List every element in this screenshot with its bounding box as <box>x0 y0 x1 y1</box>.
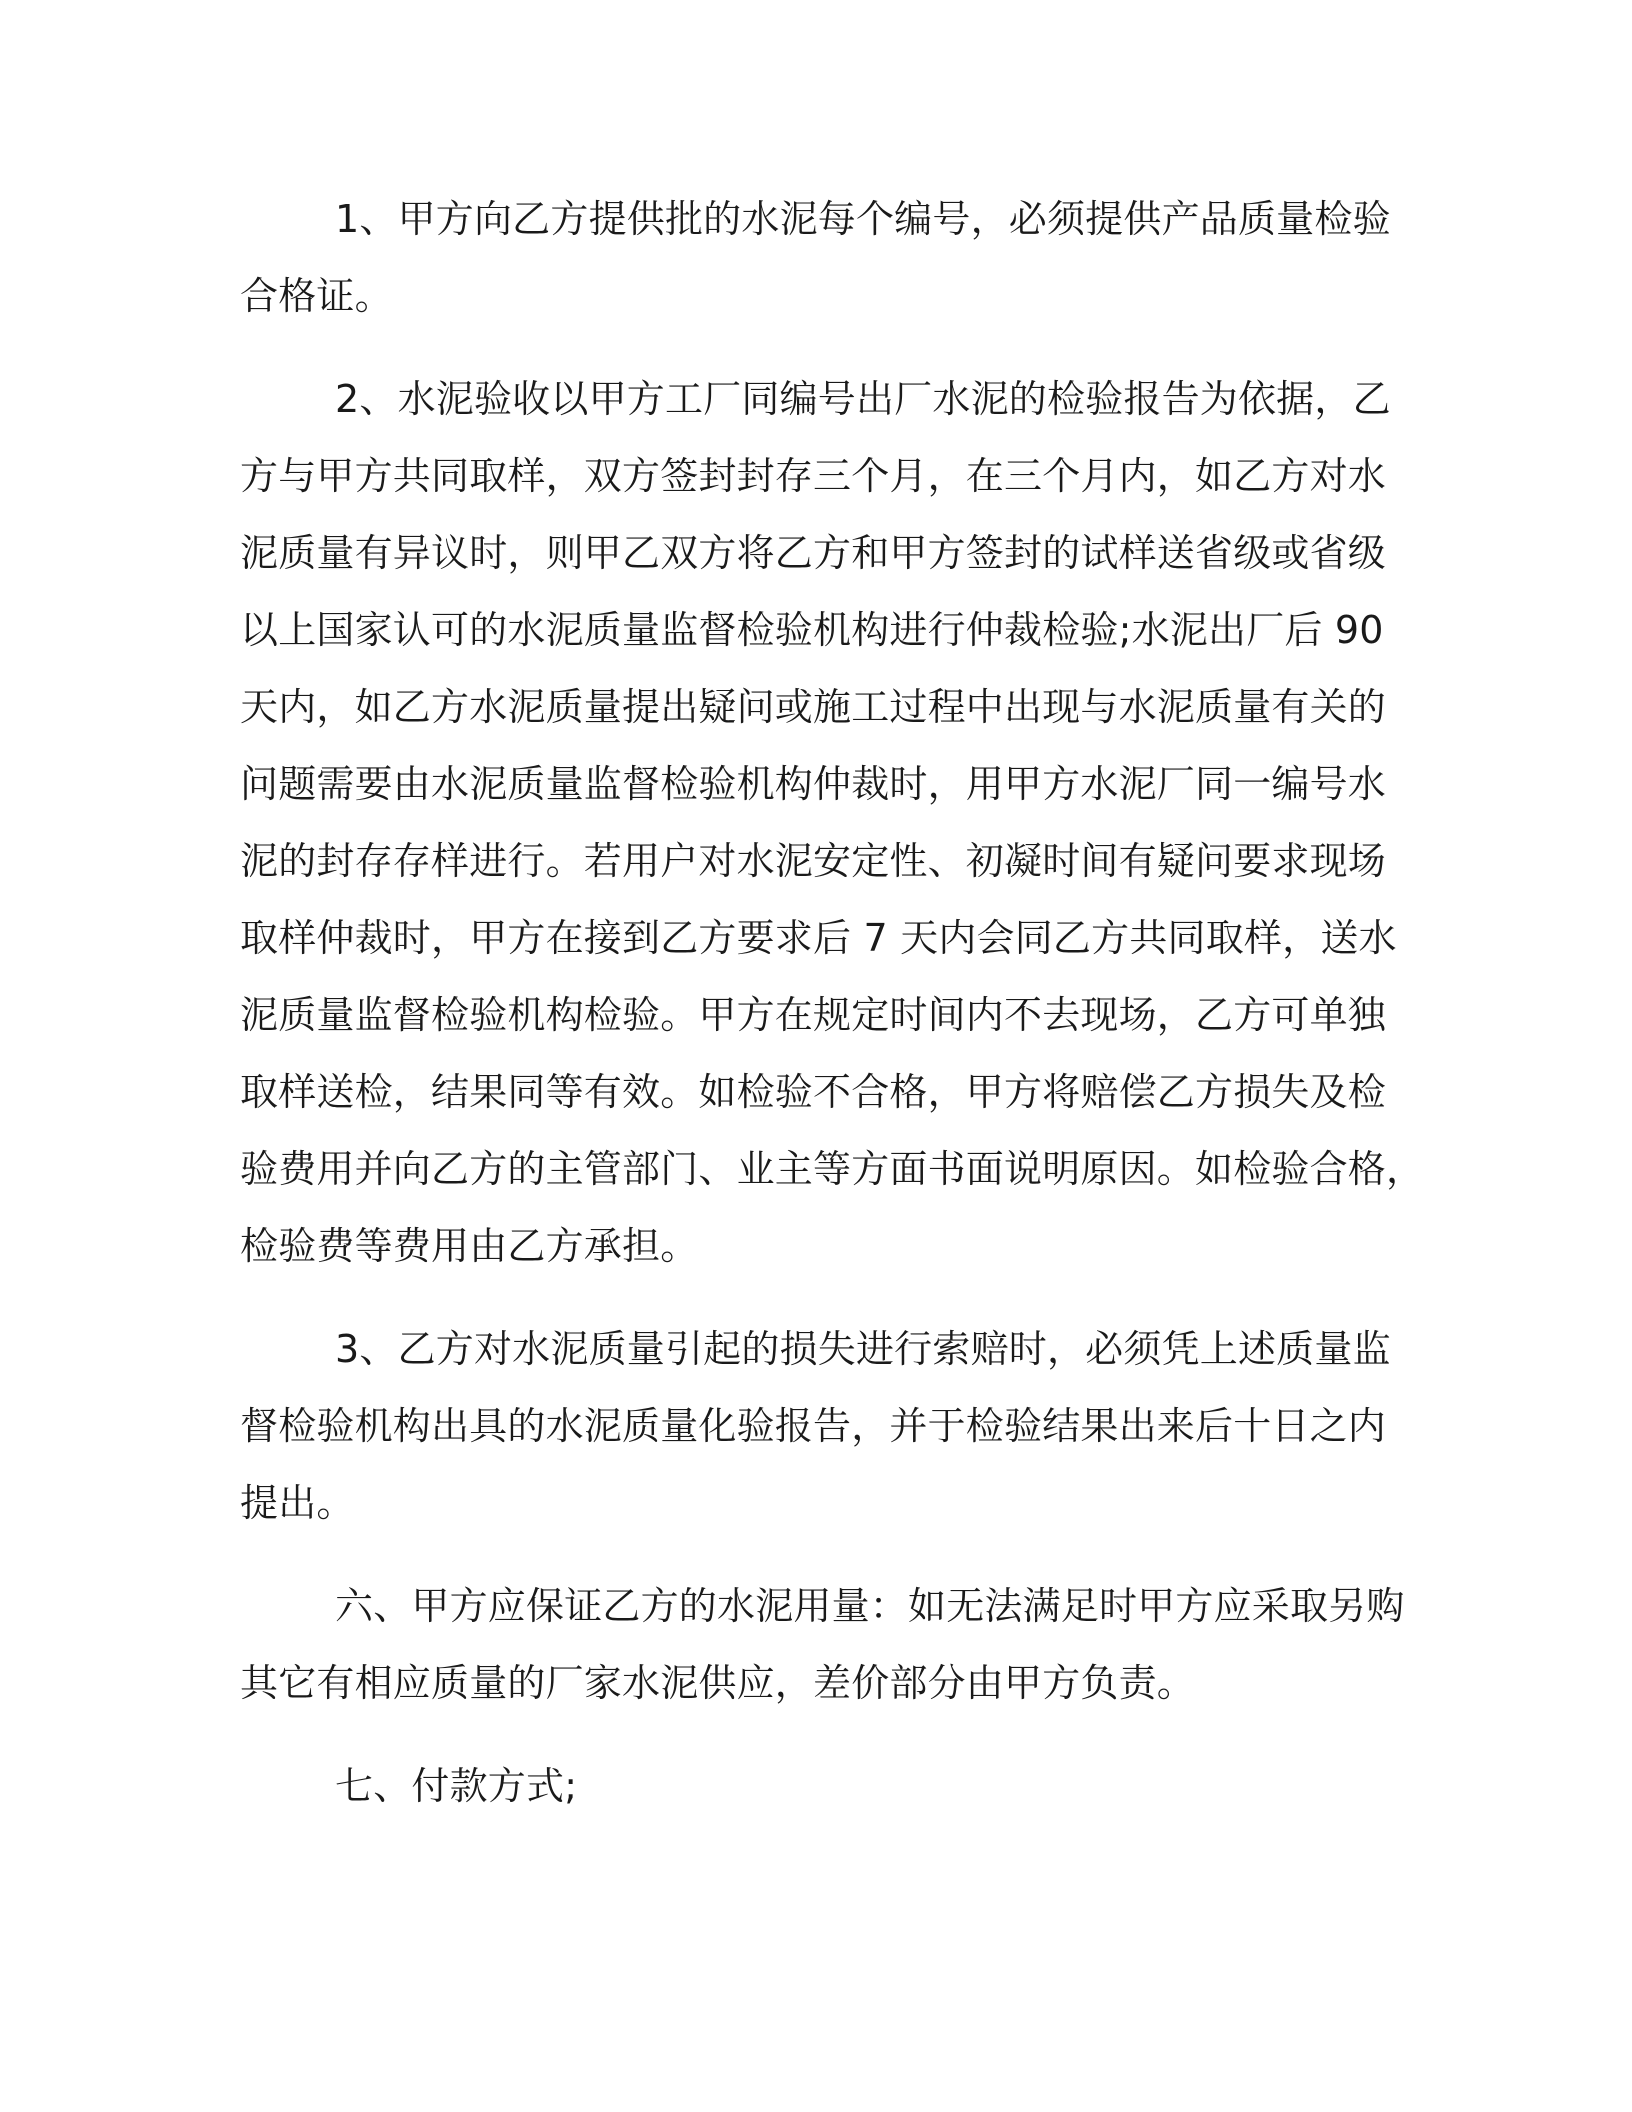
paragraph-line: 问题需要由水泥质量监督检验机构仲裁时，用甲方水泥厂同一编号水 <box>240 762 1387 806</box>
paragraph-line: 提出。 <box>240 1481 355 1525</box>
paragraph-line: 泥质量有异议时，则甲乙双方将乙方和甲方签封的试样送省级或省级 <box>240 531 1387 575</box>
paragraph-line: 1、甲方向乙方提供批的水泥每个编号，必须提供产品质量检验 <box>335 197 1391 241</box>
paragraph-line: 方与甲方共同取样，双方签封封存三个月，在三个月内，如乙方对水 <box>240 454 1387 498</box>
paragraph-heading: 七、付款方式; <box>335 1764 578 1808</box>
paragraph-line: 泥质量监督检验机构检验。甲方在规定时间内不去现场，乙方可单独 <box>240 993 1387 1037</box>
paragraph-line: 2、水泥验收以甲方工厂同编号出厂水泥的检验报告为依据，乙 <box>335 377 1391 421</box>
document-page <box>240 0 1425 2112</box>
paragraph-line: 其它有相应质量的厂家水泥供应，差价部分由甲方负责。 <box>240 1661 1196 1705</box>
paragraph-line: 合格证。 <box>240 274 393 318</box>
paragraph-line: 以上国家认可的水泥质量监督检验机构进行仲裁检验;水泥出厂后 90 <box>240 608 1384 652</box>
paragraph-line: 3、乙方对水泥质量引起的损失进行索赔时，必须凭上述质量监 <box>335 1327 1391 1371</box>
paragraph-line: 督检验机构出具的水泥质量化验报告，并于检验结果出来后十日之内 <box>240 1404 1387 1448</box>
paragraph-line: 验费用并向乙方的主管部门、业主等方面书面说明原因。如检验合格， <box>240 1147 1425 1191</box>
paragraph-line: 天内，如乙方水泥质量提出疑问或施工过程中出现与水泥质量有关的 <box>240 685 1387 729</box>
paragraph-line: 取样送检，结果同等有效。如检验不合格，甲方将赔偿乙方损失及检 <box>240 1070 1387 1114</box>
paragraph-line: 六、甲方应保证乙方的水泥用量：如无法满足时甲方应采取另购 <box>335 1584 1405 1628</box>
paragraph-line: 泥的封存存样进行。若用户对水泥安定性、初凝时间有疑问要求现场 <box>240 839 1387 883</box>
paragraph-line: 取样仲裁时，甲方在接到乙方要求后 7 天内会同乙方共同取样，送水 <box>240 916 1397 960</box>
paragraph-line: 检验费等费用由乙方承担。 <box>240 1224 699 1268</box>
